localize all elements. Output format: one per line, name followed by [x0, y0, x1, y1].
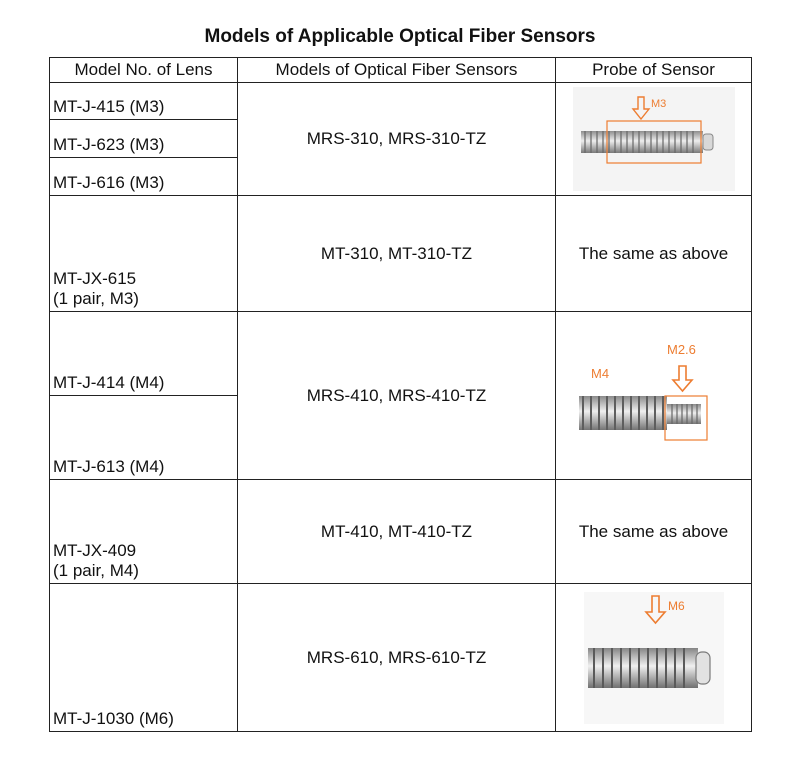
header-sensor: Models of Optical Fiber Sensors: [238, 58, 556, 83]
lens-cell: MT-J-623 (M3): [50, 120, 238, 158]
lens-cell: MT-J-1030 (M6): [50, 584, 238, 732]
m6-probe-image: [584, 592, 724, 724]
lens-note: (1 pair, M4): [53, 561, 139, 580]
sensor-cell: MT-410, MT-410-TZ: [238, 480, 556, 584]
header-probe: Probe of Sensor: [556, 58, 752, 83]
probe-size-label: M3: [650, 98, 666, 110]
header-row: [50, 58, 752, 83]
lens-cell: MT-J-613 (M4): [50, 396, 238, 480]
table-row: [50, 196, 752, 312]
sensor-table: [49, 57, 752, 732]
probe-body-size-label: M4: [590, 365, 609, 381]
sensor-cell: MT-310, MT-310-TZ: [238, 196, 556, 312]
table-row: [50, 584, 752, 732]
m4-probe-image: [579, 332, 729, 460]
lens-cell: MT-J-415 (M3): [50, 83, 238, 120]
lens-cell: MT-J-616 (M3): [50, 158, 238, 196]
table-row: [50, 312, 752, 396]
lens-note: (1 pair, M3): [53, 289, 139, 308]
lens-cell: MT-J-414 (M4): [50, 312, 238, 396]
probe-size-label: M6: [667, 598, 685, 613]
probe-cell: [556, 83, 752, 196]
probe-tip-size-label: M2.6: [666, 341, 696, 357]
probe-cell: The same as above: [556, 480, 752, 584]
lens-model: MT-JX-409: [53, 541, 137, 560]
probe-cell: The same as above: [556, 196, 752, 312]
lens-model: MT-JX-615: [53, 269, 137, 288]
probe-cell: [556, 312, 752, 480]
sensor-cell: MRS-410, MRS-410-TZ: [238, 312, 556, 480]
m3-probe-image: [573, 87, 735, 191]
lens-cell: [50, 196, 238, 312]
table-row: [50, 83, 752, 120]
probe-cell: [556, 584, 752, 732]
table-row: [50, 480, 752, 584]
sensor-cell: MRS-310, MRS-310-TZ: [238, 83, 556, 196]
lens-cell: [50, 480, 238, 584]
header-lens: Model No. of Lens: [50, 58, 238, 83]
table-title: Models of Applicable Optical Fiber Sensors: [204, 26, 596, 47]
sensor-cell: MRS-610, MRS-610-TZ: [238, 584, 556, 732]
